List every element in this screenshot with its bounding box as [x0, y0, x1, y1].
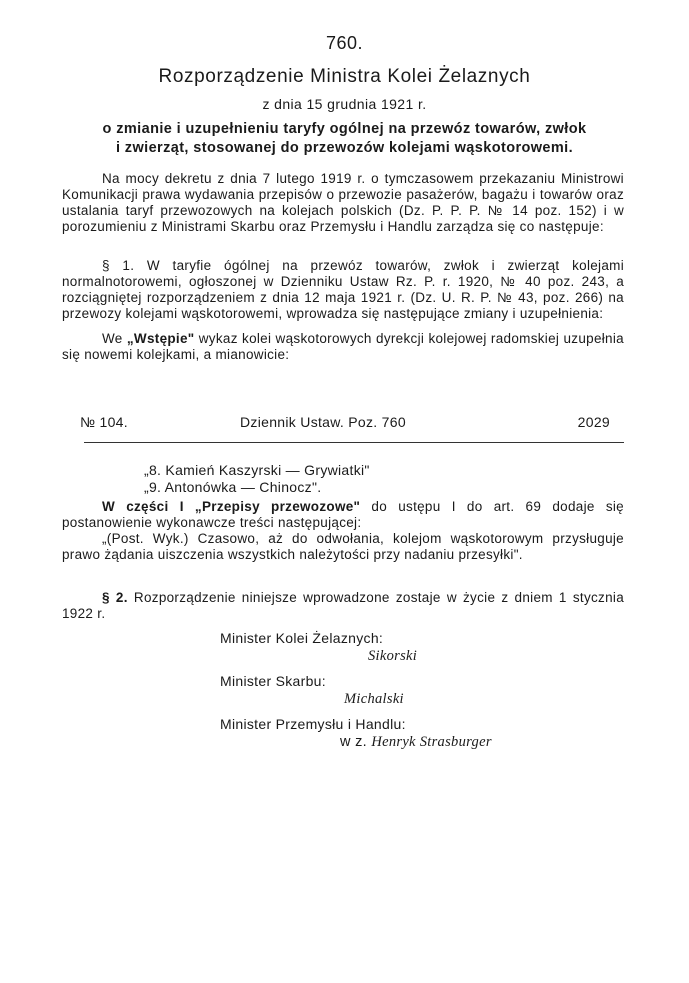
subject-line-2: i zwierząt, stosowanej do przewozów kolejami wąskotorowemi.: [115, 140, 574, 156]
paragraph-emphasis: „Wstępie": [126, 331, 195, 346]
header-rule: [84, 442, 624, 443]
page-number: 760.: [325, 33, 364, 53]
list-item: „9. Antonówka — Chinocz".: [144, 479, 322, 495]
document-date: z dnia 15 grudnia 1921 r.: [262, 96, 427, 112]
paragraph-section-1: [62, 258, 624, 322]
signature-role: Minister Kolei Żelaznych:: [220, 630, 384, 646]
paragraph-part-1-change: [62, 499, 624, 563]
issue-number: № 104.: [80, 414, 128, 430]
journal-page-number: 2029: [577, 414, 610, 430]
signature-role: Minister Skarbu:: [220, 673, 326, 689]
signature-role: Minister Przemysłu i Handlu:: [220, 716, 406, 732]
paragraph-emphasis: W części I „Przepisy przewozowe": [102, 499, 361, 514]
subject-line-1: o zmianie i uzupełnieniu taryfy ogólnej na przewóz towarów, zwłok: [102, 121, 587, 137]
paragraph-rest: do ustępu I do art. 69 dodaje się postanowienie wykonawcze treści następującej:: [62, 499, 624, 530]
journal-reference: Dziennik Ustaw. Poz. 760: [240, 414, 406, 430]
paragraph-section-2: [62, 590, 624, 622]
paragraph-rest: Rozporządzenie niniejsze wprowadzone zostaje w życie z dniem 1 stycznia 1922 r.: [62, 590, 625, 621]
signature-name: Michalski: [344, 691, 404, 707]
list-item: „8. Kamień Kaszyrski — Grywiatki": [144, 462, 370, 478]
signature-prefix: w z.: [340, 734, 372, 750]
paragraph-introduction-change: [62, 331, 624, 363]
paragraph-preamble-text: Na mocy dekretu z dnia 7 lutego 1919 r. o tymczasowem przekazaniu Ministrowi Komunikacji prawa wydawania przepisów o przewozie pasażerów, bagażu i towarów oraz ustalania taryf przewozowych na kolejach polskich (Dz. P. P. P. № 14 poz. 152) i w porozumieniu z Ministrami Skarbu oraz Przemysłu i Handlu zarządza się co następuje:: [62, 171, 624, 234]
signature-name: Sikorski: [368, 648, 418, 664]
paragraph-section-1-text: § 1. W taryfie ógólnej na przewóz towarów, zwłok i zwierząt kolejami normalnotorowemi, ogłoszonej w Dzienniku Ustaw Rz. P. r. 1920, № 40 poz. 243, a rozciągniętej rozporządzeniem z dnia 12 maja 1921 r. (Dz. U. R. P. № 43, poz. 266) na przewozy kolejami wąskotorowemi, wprowadza się następujące zmiany i uzupełnienia:: [62, 258, 624, 321]
signature-block: [340, 734, 492, 751]
paragraph-preamble: [62, 171, 624, 235]
paragraph-emphasis: § 2.: [102, 590, 128, 605]
document-subject: [0, 120, 689, 158]
paragraph-prefix: We: [102, 331, 127, 346]
paragraph-quote: „(Post. Wyk.) Czasowo, aż do odwołania, kolejom wąskotorowym przysługuje prawo żądania uiszczenia wszystkich należytości przy nadaniu przesyłki".: [62, 531, 624, 562]
document-title: Rozporządzenie Ministra Kolei Żelaznych: [158, 66, 531, 87]
signature-name: Henryk Strasburger: [371, 734, 492, 750]
paragraph-rest: wykaz kolei wąskotorowych dyrekcji kolejowej radomskiej uzupełnia się nowemi kolejkami, a mianowicie:: [62, 331, 624, 362]
